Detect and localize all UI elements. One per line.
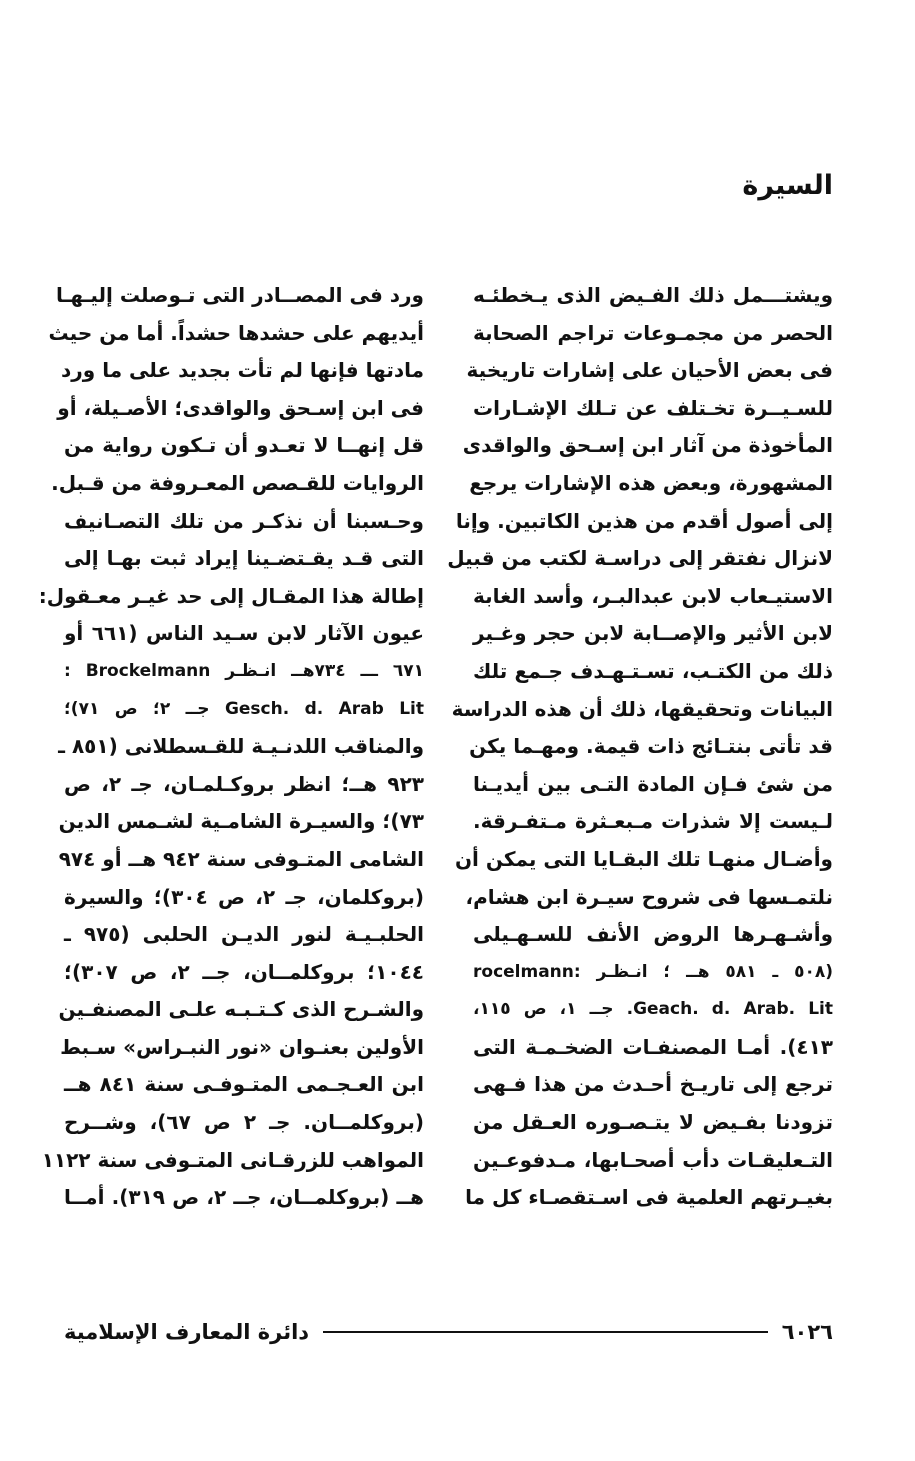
text-line: الشامى المتـوفى سنة ٩٤٢ هــ أو ٩٧٤ [58,846,424,871]
text-line: Geach. d. Arab. Lit. جــ ١، ص ١١٥، [473,999,833,1020]
text-line: وأضـال منهـا تلك البقـايا التى يمكن أن [454,846,833,871]
text-line: لابن الأثير والإصــابة لابن حجر وغـير [473,621,833,646]
text-line: قد تأتى بنتـائج ذات قيمة. ومهـما يكن [469,734,833,759]
text-line: قل إنهــا لا تعـدو أن تـكون رواية من [64,433,424,458]
footer-rule [323,1331,768,1333]
text-line: تزودنا بفـيض لا يتـصـوره العـقل من [473,1110,833,1135]
text-line: ذلك من الكتـب، تسـتـهـدف جـمع تلك [473,658,833,683]
text-line: (٥٠٨ ـ ٥٨١ هــ ؛ انـظـر :rocelmann [473,961,833,982]
text-line: إلى أصول أقدم من هذين الكاتبين. وإنا [455,508,833,533]
right-text-column [447,277,833,1217]
text-line: المأخوذة من آثار ابن إسـحق والواقدى [462,433,833,458]
text-line: ٧٣)؛ والسيـرة الشامـية لشـمس الدين [58,809,424,834]
text-line: المواهب للزرقـانى المتـوفى سنة ١١٢٢ [41,1147,424,1172]
text-line: إطالة هذا المقـال إلى حد غيـر معـقول: [38,583,424,608]
text-line: بغيـرتهم العلمية فى اسـتقصـاء كل ما [465,1185,833,1210]
text-line: الأولين بعنـوان «نور النبـراس» سـبط [60,1034,424,1059]
text-line: نلتمـسها فى شروح سيـرة ابن هشام، [465,884,833,909]
text-line: الروايات للقـصص المعـروفة من قـبل. [51,470,424,495]
text-line: ٩٢٣ هــ؛ انظر بروكـلمـان، جـ ٢، ص [64,771,424,796]
text-line: عيون الآثار لابن سـيد الناس (٦٦١ أو [64,621,424,646]
page-number: ٦٠٢٦ [781,1320,833,1344]
text-line: المشهورة، وبعض هذه الإشارات يرجع [469,470,833,495]
text-line: ٦٧١ ـــ ٧٣٤هــ انـظـر Brockelmann : [64,660,424,681]
text-line: ١٠٤٤؛ بروكلمــان، جــ ٢، ص ٣٠٧)؛ [64,959,424,984]
page-footer [64,1312,833,1352]
text-line: ٤١٣). أمـا المصنفـات الضخـمـة التى [473,1034,833,1059]
text-line: لـيست إلا شذرات مـبعـثرة مـتفـرقة. [473,809,833,834]
running-header: السيرة [742,170,833,201]
text-line: الاستيـعاب لابن عبدالبـر، وأسد الغابة [473,583,833,608]
text-line: البيانات وتحقيقها، ذلك أن هذه الدراسة [451,696,833,721]
text-line: الحصر من مجمـوعات تراجم الصحابة [473,320,833,345]
text-line: لانزال نفتقر إلى دراسـة لكتب من قبيل [447,546,833,571]
text-line: التى قـد يقـتضـينا إيراد ثبت بهـا إلى [64,546,424,571]
text-line: الحلبـيـة لنور الديـن الحلبى (٩٧٥ ـ [64,922,424,947]
text-line: Gesch. d. Arab Lit جــ ٢؛ ص ٧١)؛ [64,698,425,719]
text-line: فى بعض الأحيان على إشارات تاريخية [466,358,833,383]
text-line: وأشـهـرها الروض الأنف للسـهـيلى [473,922,833,947]
text-line: التـعليقـات دأب أصحـابها، مـدفوعـين [473,1147,833,1172]
text-line: ورد فى المصــادر التى تـوصلت إليـهـا [55,283,424,307]
text-line: للسـيــرة تخـتلف عن تـلك الإشـارات [473,395,833,420]
text-line: (بروكلمان، جـ ٢، ص ٣٠٤)؛ والسيرة [64,884,424,909]
text-line: والمناقب اللدنـيـة للقـسطلانى (٨٥١ ـ [58,734,424,759]
text-line: وحـسبنا أن نذكـر من تلك التصـانيف [64,508,424,533]
text-line: والشـرح الذى كـتـبـه علـى المصنفـين [58,997,424,1022]
text-line: أيديهم على حشدها حشداً. أما من حيث [48,320,424,345]
text-line: ترجع إلى تاريـخ أحـدث من هذا فـهى [473,1072,833,1097]
text-line: هــ (بروكلمــان، جــ ٢، ص ٣١٩). أمــا [64,1185,424,1210]
text-line: ويشتـــمل ذلك الفـيض الذى يـخطئـه [473,283,833,307]
text-line: فى ابن إسـحق والواقدى؛ الأصـيلة، أو [57,395,424,420]
text-line: (بروكلمــان. جـ ٢ ص ٦٧)، وشــرح [64,1110,424,1135]
text-line: من شئ فـإن المادة التـى بين أيديـنا [473,771,833,796]
left-text-column [38,277,425,1217]
text-line: مادتها فإنها لم تأت بجديد على ما ورد [61,358,424,383]
publication-title: دائرة المعارف الإسلامية [64,1320,310,1344]
text-line: ابن العـجـمى المتـوفـى سنة ٨٤١ هــ [64,1072,424,1097]
